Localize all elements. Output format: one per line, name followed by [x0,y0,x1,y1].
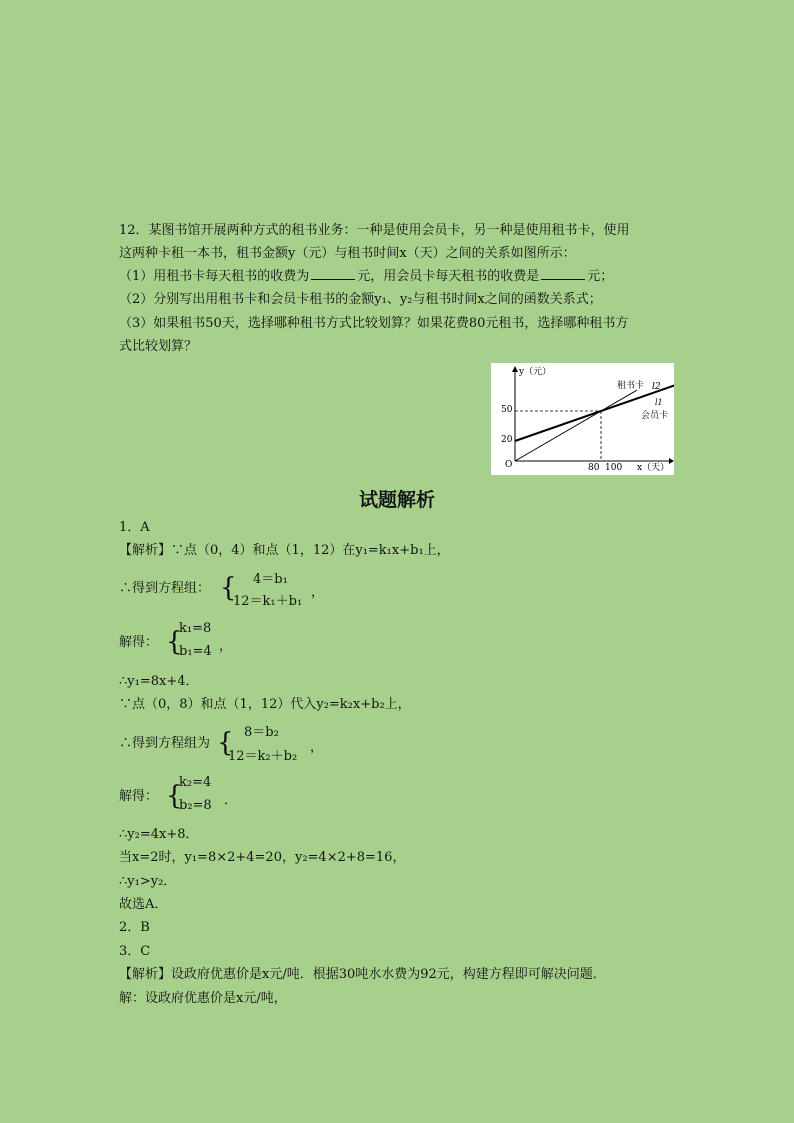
y-axis-label: y（元） [519,367,552,377]
system-2-brace: { [217,728,234,758]
when-x-2: 当x=2时，y₁=8×2+4=20，y₂=4×2+8=16， [119,850,406,865]
y2-result: ∴y₂=4x+8． [119,827,199,842]
system-1-intro: ∴得到方程组： [119,581,211,596]
y-axis-arrow [512,366,518,372]
system-1-eq2: 12＝k₁＋b₁ [233,594,303,609]
system-2-eq2: 12＝k₂＋b₂ [228,749,298,764]
solve-2-eq2: b₂=8 [179,798,212,813]
question-line-3 [119,266,613,288]
x-axis-arrow [669,458,674,464]
question-part1-text-mid: 元，用会员卡每天租书的收费是 [357,269,540,284]
question-line-6: 式比较划算？ [119,339,198,354]
question-part1-text: （1）用租书卡每天租书的收费为 [119,269,310,284]
system-2-eq1: 8＝b₂ [244,725,279,740]
point-2-line: ∵点（0，8）和点（1，12）代入y₂=k₂x+b₂上， [119,697,411,712]
solve-1-eq2: b₁=4 [179,644,212,659]
chart-svg [491,363,674,475]
solve-2-intro: 解得： [119,789,159,804]
system-2-end: ， [310,740,324,755]
system-1-eq1: 4＝b₁ [253,572,288,587]
question-line-4: （2）分别写出用租书卡和会员卡租书的金额y₁、y₂与租书时间x之间的函数关系式； [119,292,602,307]
y-tick-20: 20 [501,435,513,445]
solve-1-intro: 解得： [119,635,159,650]
question-line-1: 12．某图书馆开展两种方式的租书业务：一种是使用会员卡，另一种是使用租书卡，使用 [119,223,630,238]
label-l2: l2 [652,382,661,392]
choose-a: 故选A． [119,897,168,912]
answer-3: 3．C [119,944,151,959]
question-line-5: （3）如果租书50天，选择哪种租书方式比较划算？如果花费80元租书，选择哪种租书方 [119,316,629,331]
x-tick-100: 100 [605,463,623,473]
question-part1-text-end: 元； [587,269,614,284]
system-1-brace: { [220,573,237,603]
answer-blank-2 [541,267,585,280]
rental-cost-chart [491,363,674,475]
x-tick-80: 80 [588,463,600,473]
label-member-card: 会员卡 [641,411,669,421]
answer-blank-1 [311,267,355,280]
system-2-intro: ∴得到方程组为 [119,736,211,751]
answer-3-solution: 解：设政府优惠价是x元/吨， [119,991,287,1006]
answer-2: 2．B [119,920,150,935]
series-line-rent-card [515,390,637,461]
origin-label: O [505,460,513,470]
x-axis-label: x（天） [637,463,670,473]
solve-1-eq1: k₁=8 [179,621,212,636]
compare-line: ∴y₁>y₂． [119,874,177,889]
answer-3-analysis: 【解析】设政府优惠价是x元/吨．根据30吨水水费为92元，构建方程即可解决问题． [119,967,606,982]
label-l1: l1 [655,398,663,407]
solve-2-eq1: k₂=4 [179,775,212,790]
y1-result: ∴y₁=8x+4． [119,674,199,689]
solve-1-brace: { [166,627,183,657]
solution-title: 试题解析 [358,489,435,511]
question-line-2: 这两种卡租一本书，租书金额y（元）与租书时间x（天）之间的关系如图所示： [119,246,576,261]
y-tick-50: 50 [501,405,513,415]
answer-1: 1．A [119,520,150,535]
system-1-end: ， [311,585,325,600]
label-rent-card: 租书卡 [617,381,645,391]
solve-1-end: ， [219,639,233,654]
solve-2-brace: { [166,781,183,811]
answer-1-analysis: 【解析】∵点（0，4）和点（1，12）在y₁=k₁x+b₁上， [119,543,450,558]
solve-2-end: ． [224,793,238,808]
